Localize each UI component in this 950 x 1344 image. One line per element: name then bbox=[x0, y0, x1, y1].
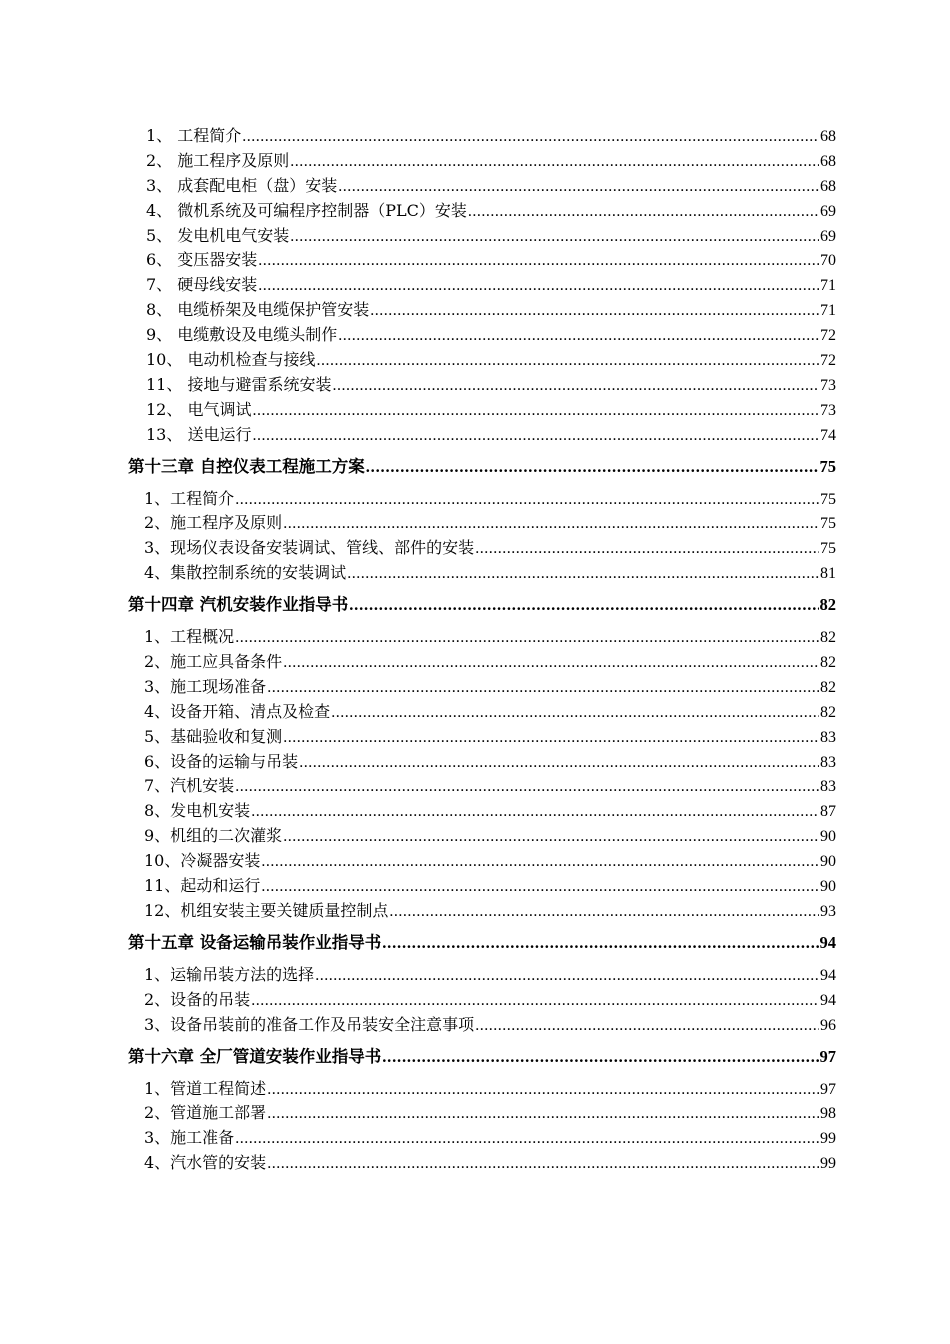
leader-dots bbox=[349, 591, 818, 619]
leader-dots bbox=[468, 200, 819, 224]
toc-entry-label: 3、设备吊装前的准备工作及吊装安全注意事项 bbox=[144, 1014, 475, 1034]
toc-entry[interactable] bbox=[128, 799, 836, 824]
toc-entry-label: 6、设备的运输与吊装 bbox=[144, 751, 299, 771]
toc-entry[interactable] bbox=[128, 348, 836, 373]
toc-entry-label: 11、 接地与避雷系统安装 bbox=[146, 374, 332, 394]
leader-dots bbox=[338, 175, 819, 199]
leader-dots bbox=[331, 701, 819, 725]
toc-chapter-heading[interactable] bbox=[128, 453, 836, 481]
toc-entry-label: 2、管道施工部署 bbox=[144, 1103, 267, 1123]
toc-entry-label: 7、汽机安装 bbox=[144, 776, 235, 796]
toc-entry[interactable] bbox=[128, 423, 836, 448]
toc-entry-page: 82 bbox=[820, 678, 836, 696]
chapter-title: 第十五章 设备运输吊装作业指导书 bbox=[128, 932, 382, 952]
toc-entry-page: 68 bbox=[820, 177, 836, 195]
toc-entry-page: 82 bbox=[820, 629, 836, 647]
leader-dots bbox=[261, 850, 819, 874]
toc-entry[interactable] bbox=[128, 373, 836, 398]
toc-entry-page: 99 bbox=[820, 1130, 836, 1148]
toc-entry[interactable] bbox=[128, 124, 836, 149]
toc-entry-page: 90 bbox=[820, 828, 836, 846]
toc-entry-label: 8、 电缆桥架及电缆保护管安装 bbox=[146, 300, 370, 320]
toc-entry[interactable] bbox=[128, 874, 836, 899]
toc-entry-label: 12、机组安装主要关键质量控制点 bbox=[144, 900, 389, 920]
toc-entry-page: 70 bbox=[820, 252, 836, 270]
toc-entry-page: 82 bbox=[820, 703, 836, 721]
toc-entry-page: 99 bbox=[820, 1155, 836, 1173]
toc-entry-page: 73 bbox=[820, 376, 836, 394]
leader-dots bbox=[261, 875, 819, 899]
toc-entry-label: 4、 微机系统及可编程序控制器（PLC）安装 bbox=[146, 200, 467, 220]
toc-entry-page: 87 bbox=[820, 803, 836, 821]
toc-entry-label: 1、工程概况 bbox=[144, 627, 235, 647]
toc-entry-page: 90 bbox=[820, 853, 836, 871]
toc-entry-page: 94 bbox=[820, 966, 836, 984]
toc-entry-page: 75 bbox=[820, 490, 836, 508]
leader-dots bbox=[283, 512, 819, 536]
toc-entry-label: 9、 电缆敷设及电缆头制作 bbox=[146, 325, 338, 345]
leader-dots bbox=[267, 1152, 819, 1176]
chapter-page: 97 bbox=[819, 1046, 836, 1066]
toc-entry-page: 74 bbox=[820, 426, 836, 444]
toc-entry[interactable] bbox=[128, 298, 836, 323]
toc-entry[interactable] bbox=[128, 487, 836, 512]
toc-entry[interactable] bbox=[128, 988, 836, 1013]
toc-entry-page: 73 bbox=[820, 401, 836, 419]
toc-entry-label: 4、汽水管的安装 bbox=[144, 1153, 267, 1173]
toc-entry[interactable] bbox=[128, 536, 836, 561]
toc-entry-label: 1、管道工程简述 bbox=[144, 1078, 267, 1098]
toc-entry-label: 1、工程简介 bbox=[144, 488, 235, 508]
chapter-title: 第十三章 自控仪表工程施工方案 bbox=[128, 456, 365, 476]
toc-entry-label: 3、施工现场准备 bbox=[144, 676, 267, 696]
toc-entry[interactable] bbox=[128, 899, 836, 924]
toc-entry[interactable] bbox=[128, 963, 836, 988]
toc-entry[interactable] bbox=[128, 625, 836, 650]
leader-dots bbox=[267, 676, 819, 700]
toc-entry-page: 71 bbox=[820, 277, 836, 295]
toc-entry-page: 75 bbox=[820, 515, 836, 533]
toc-entry-label: 5、 发电机电气安装 bbox=[146, 225, 290, 245]
leader-dots bbox=[370, 299, 819, 323]
toc-entry[interactable] bbox=[128, 511, 836, 536]
toc-entry-label: 10、冷凝器安装 bbox=[144, 851, 261, 871]
leader-dots bbox=[366, 453, 819, 481]
toc-entry[interactable] bbox=[128, 149, 836, 174]
toc-entry-page: 69 bbox=[820, 202, 836, 220]
toc-chapter-heading[interactable] bbox=[128, 929, 836, 957]
toc-entry-label: 2、施工程序及原则 bbox=[144, 513, 283, 533]
toc-entry[interactable] bbox=[128, 174, 836, 199]
toc-entry-label: 6、 变压器安装 bbox=[146, 250, 258, 270]
chapter-title: 第十六章 全厂管道安装作业指导书 bbox=[128, 1046, 382, 1066]
leader-dots bbox=[267, 1078, 819, 1102]
toc-entry-page: 68 bbox=[820, 128, 836, 145]
leader-dots bbox=[258, 274, 819, 298]
toc-entry-label: 9、机组的二次灌浆 bbox=[144, 826, 283, 846]
toc-entry-page: 68 bbox=[820, 152, 836, 170]
leader-dots bbox=[235, 1127, 819, 1151]
leader-dots bbox=[235, 626, 819, 650]
leader-dots bbox=[235, 488, 819, 512]
leader-dots bbox=[382, 929, 818, 957]
toc-entry[interactable] bbox=[128, 774, 836, 799]
toc-entry[interactable] bbox=[128, 248, 836, 273]
toc-entry-page: 82 bbox=[820, 654, 836, 672]
toc-entry[interactable] bbox=[128, 398, 836, 423]
leader-dots bbox=[290, 150, 819, 174]
toc-entry-page: 72 bbox=[820, 327, 836, 345]
chapter-page: 94 bbox=[819, 932, 836, 952]
table-of-contents bbox=[128, 124, 836, 1176]
toc-entry-label: 10、 电动机检查与接线 bbox=[146, 350, 316, 370]
leader-dots bbox=[242, 125, 819, 149]
toc-chapter-heading[interactable] bbox=[128, 591, 836, 619]
toc-entry[interactable] bbox=[128, 849, 836, 874]
toc-entry-label: 2、设备的吊装 bbox=[144, 989, 251, 1009]
toc-entry-page: 94 bbox=[820, 991, 836, 1009]
leader-dots bbox=[251, 800, 819, 824]
toc-entry[interactable] bbox=[128, 700, 836, 725]
toc-entry[interactable] bbox=[128, 1151, 836, 1176]
leader-dots bbox=[347, 562, 819, 586]
leader-dots bbox=[475, 537, 819, 561]
toc-entry[interactable] bbox=[128, 750, 836, 775]
leader-dots bbox=[252, 424, 819, 448]
toc-entry-label: 4、集散控制系统的安装调试 bbox=[144, 563, 347, 583]
toc-entry-page: 83 bbox=[820, 728, 836, 746]
leader-dots bbox=[475, 1014, 819, 1038]
leader-dots bbox=[299, 751, 819, 775]
toc-entry[interactable] bbox=[128, 561, 836, 586]
toc-entry-page: 96 bbox=[820, 1016, 836, 1034]
toc-entry[interactable] bbox=[128, 725, 836, 750]
toc-entry[interactable] bbox=[128, 323, 836, 348]
toc-entry-page: 93 bbox=[820, 902, 836, 920]
toc-entry-label: 2、施工应具备条件 bbox=[144, 652, 283, 672]
toc-entry-page: 83 bbox=[820, 778, 836, 796]
leader-dots bbox=[382, 1043, 818, 1071]
leader-dots bbox=[283, 825, 819, 849]
toc-entry[interactable] bbox=[128, 675, 836, 700]
leader-dots bbox=[283, 726, 819, 750]
leader-dots bbox=[290, 225, 819, 249]
toc-entry-label: 7、 硬母线安装 bbox=[146, 275, 258, 295]
leader-dots bbox=[251, 989, 819, 1013]
toc-entry-label: 13、 送电运行 bbox=[146, 424, 252, 444]
leader-dots bbox=[389, 900, 819, 924]
toc-entry-label: 2、 施工程序及原则 bbox=[146, 150, 290, 170]
toc-entry[interactable] bbox=[128, 1101, 836, 1126]
toc-entry-label: 1、 工程简介 bbox=[146, 126, 242, 145]
toc-entry-label: 5、基础验收和复测 bbox=[144, 726, 283, 746]
toc-entry-label: 4、设备开箱、清点及检查 bbox=[144, 701, 331, 721]
toc-entry-page: 71 bbox=[820, 302, 836, 320]
toc-entry-label: 11、起动和运行 bbox=[144, 876, 261, 896]
toc-entry-label: 1、运输吊装方法的选择 bbox=[144, 964, 315, 984]
toc-entry-label: 12、 电气调试 bbox=[146, 399, 252, 419]
toc-entry-page: 81 bbox=[820, 565, 836, 583]
chapter-title: 第十四章 汽机安装作业指导书 bbox=[128, 595, 349, 615]
leader-dots bbox=[283, 651, 819, 675]
chapter-page: 82 bbox=[819, 595, 836, 615]
toc-entry-page: 90 bbox=[820, 878, 836, 896]
toc-entry-label: 8、发电机安装 bbox=[144, 801, 251, 821]
toc-entry-label: 3、 成套配电柜（盘）安装 bbox=[146, 175, 338, 195]
toc-entry-page: 98 bbox=[820, 1105, 836, 1123]
toc-entry[interactable] bbox=[128, 1013, 836, 1038]
toc-entry[interactable] bbox=[128, 199, 836, 224]
leader-dots bbox=[315, 964, 819, 988]
toc-entry[interactable] bbox=[128, 224, 836, 249]
toc-entry-page: 69 bbox=[820, 227, 836, 245]
leader-dots bbox=[267, 1102, 819, 1126]
toc-entry-label: 3、现场仪表设备安装调试、管线、部件的安装 bbox=[144, 538, 475, 558]
leader-dots bbox=[316, 349, 819, 373]
toc-entry-page: 72 bbox=[820, 352, 836, 370]
leader-dots bbox=[235, 775, 819, 799]
toc-entry-page: 97 bbox=[820, 1080, 836, 1098]
leader-dots bbox=[332, 374, 819, 398]
toc-entry-page: 83 bbox=[820, 753, 836, 771]
toc-entry-page: 75 bbox=[820, 540, 836, 558]
toc-entry[interactable] bbox=[128, 824, 836, 849]
leader-dots bbox=[258, 249, 819, 273]
chapter-page: 75 bbox=[819, 456, 836, 476]
toc-entry[interactable] bbox=[128, 1077, 836, 1102]
toc-chapter-heading[interactable] bbox=[128, 1043, 836, 1071]
leader-dots bbox=[338, 324, 819, 348]
toc-entry[interactable] bbox=[128, 1126, 836, 1151]
toc-entry[interactable] bbox=[128, 650, 836, 675]
toc-entry-label: 3、施工准备 bbox=[144, 1128, 235, 1148]
toc-entry[interactable] bbox=[128, 273, 836, 298]
leader-dots bbox=[252, 399, 819, 423]
